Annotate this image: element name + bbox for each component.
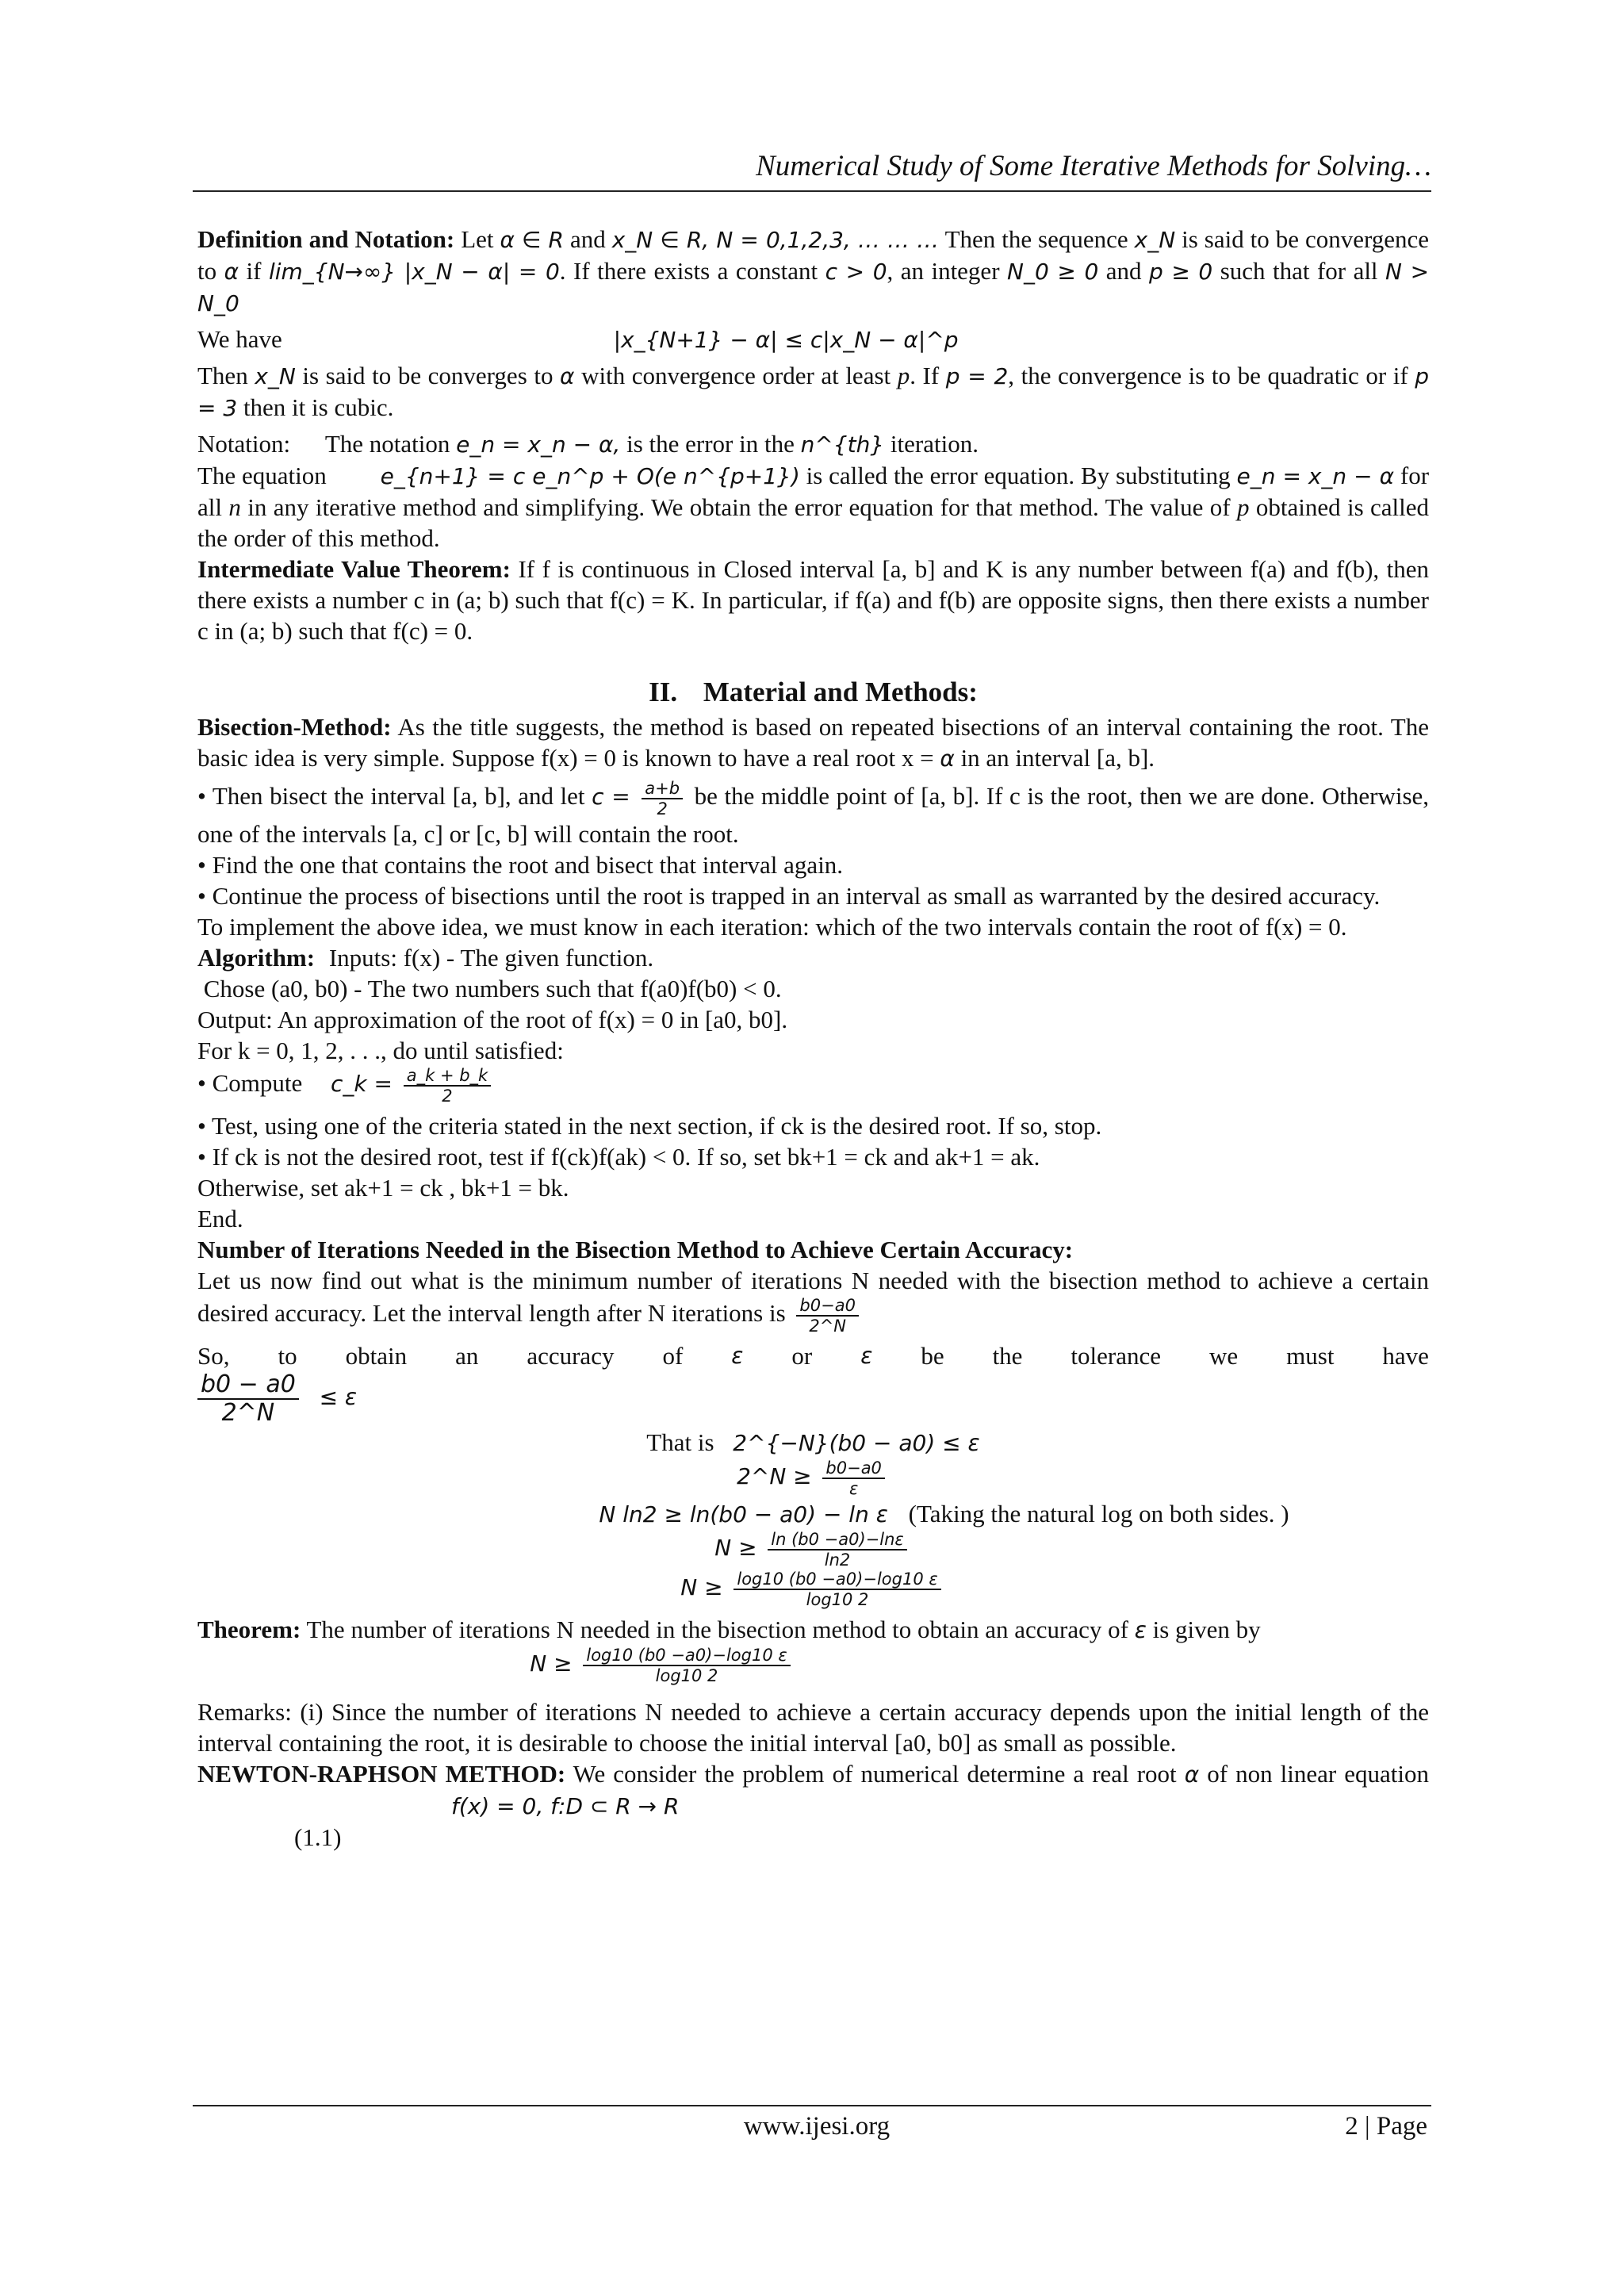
algorithm-chose: Chose (a0, b0) - The two numbers such that f(a0)f(b0) < 0. (203, 975, 782, 1002)
derivation-step-2: 2^N ≥ $\frac{b0-a0}{\varepsilon}$ (197, 1458, 1429, 1498)
bisection-label: Bisection-Method: (197, 713, 392, 741)
newton-paragraph: NEWTON-RAPHSON METHOD: We consider the problem of numerical determine a real root α of non linear equation f(x) = 0, f:D ⊂ R → R (197, 1760, 1430, 1819)
theorem-paragraph: Theorem: The number of iterations N needed in the bisection method to obtain an accuracy of ε is given by (197, 1616, 1261, 1643)
equation-number: (1.1) (294, 1823, 342, 1851)
notation-line: Notation: The notation e_n = x_n − α, is the error in the n^{th} iteration. (197, 430, 979, 458)
iterations-heading: Number of Iterations Needed in the Bisection Method to Achieve Certain Accuracy: (197, 1236, 1074, 1263)
definition-label: Definition and Notation: (197, 225, 455, 253)
tolerance-inequality: $\frac{b0 - a0}{2\^{}N}$ ≤ ε (197, 1371, 1429, 1427)
derivation-step-4: N ≥ $\frac{\ln (b0 -a0)-\ln\varepsilon}{\ln 2}$ (197, 1530, 1429, 1570)
bisection-bullet-3: • Continue the process of bisections until the root is trapped in an interval as small as warranted by the desired accuracy. (197, 882, 1381, 910)
derivation-step-5: N ≥ $\frac{\log 10 (b0 -a0)-\log 10 \varepsilon}{\log 10 2}$ (197, 1570, 1429, 1609)
derivation-block (197, 1427, 1429, 1609)
convergence-inequality: |x_{N+1} − α| ≤ c|x_N − α|^p (613, 327, 959, 353)
algorithm-compute: • Compute c_k = $\frac{a\_k + b\_k}{2}$ (197, 1066, 1429, 1106)
algorithm-otherwise: Otherwise, set ak+1 = ck , bk+1 = bk. (197, 1174, 569, 1202)
bisection-bullet-2: • Find the one that contains the root and bisect that interval again. (197, 851, 844, 879)
error-equation: e_{n+1} = c e_n^p + O(e n^{p+1}) (380, 463, 800, 489)
theorem-label: Theorem: (197, 1616, 301, 1643)
derivation-step-3: N ln2 ≥ ln(b0 − a0) − ln ε (Taking the natural log on both sides. ) (599, 1500, 1289, 1527)
algorithm-end: End. (197, 1205, 243, 1232)
footer-website: www.ijesi.org (743, 2112, 891, 2141)
running-header: Numerical Study of Some Iterative Methods for Solving… (756, 150, 1431, 182)
ivt-label: Intermediate Value Theorem: (197, 555, 511, 583)
derivation-step-1: That is 2^{−N}(b0 − a0) ≤ ε (646, 1428, 980, 1456)
bisection-implement: To implement the above idea, we must know in each iteration: which of the two intervals contain the root of f(x) = 0. (197, 913, 1347, 941)
footer-rule (193, 2105, 1431, 2106)
error-equation-paragraph: The equation e_{n+1} = c e_n^p + O(e n^{p+1}) is called the error equation. By substituting e_n = x_n − α for all n in any iterative method and simplifying. We obtain the error equation for that method. The value of p obtained is called the order of this method. (197, 462, 1430, 552)
bisection-bullet-1: • Then bisect the interval [a, b], and let c = $\frac{a+b}{2}$ be the middle point of [a, b]. If c is the root, then we are done. Otherwise, one of the intervals [a, c] or [c, b] will contain the root. (197, 779, 1430, 848)
algorithm-test: • Test, using one of the criteria stated in the next section, if ck is the desired root. If so, stop. (197, 1112, 1102, 1140)
definition-paragraph: Definition and Notation: Let α ∈ R and x_N ∈ R, N = 0,1,2,3, … … … Then the sequence x_N is said to be convergence to α if lim_{N→∞} |x_N − α| = 0. If there exists a constant c > 0, an integer N_0 ≥ 0 and p ≥ 0 such that for all N > N_0 (197, 225, 1430, 316)
iterations-paragraph: Let us now find out what is the minimum number of iterations N needed with the bisection method to achieve a certain desired accuracy. Let the interval length after N iterations is $\frac{b0-a0}{2\^{}N}$ (197, 1267, 1429, 1336)
algorithm-for: For k = 0, 1, 2, . . ., do until satisfied: (197, 1037, 564, 1064)
ivt-paragraph: Intermediate Value Theorem: If f is continuous in Closed interval [a, b] and K is any number between f(a) and f(b), then there exists a number c in (a; b) such that f(c) = K. In particular, if f(a) and f(b) are opposite signs, then there exists a number c in (a; b) such that f(c) = 0. (197, 555, 1429, 645)
tolerance-line: So, to obtain an accuracy of ε or ε be the tolerance we must have (197, 1342, 1429, 1370)
algorithm-if: • If ck is not the desired root, test if f(ck)f(ak) < 0. If so, set bk+1 = ck and ak+1 = ak. (197, 1143, 1040, 1171)
newton-label: NEWTON-RAPHSON METHOD: (197, 1760, 566, 1788)
ck-fraction: $\frac{a\_k + b\_k}{2}$ (404, 1066, 491, 1106)
header-rule (193, 190, 1431, 192)
algorithm-output: Output: An approximation of the root of f(x) = 0 in [a0, b0]. (197, 1006, 788, 1033)
bisection-paragraph: Bisection-Method: As the title suggests, the method is based on repeated bisections of an interval containing the root. The basic idea is very simple. Suppose f(x) = 0 is known to have a real root x = α in an interval [a, b]. (197, 713, 1429, 772)
page-body (197, 224, 1429, 1853)
interval-length-fraction: $\frac{b0-a0}{2\^{}N}$ (796, 1296, 859, 1336)
we-have-line: We have |x_{N+1} − α| ≤ c|x_N − α|^p (197, 325, 959, 353)
algorithm-inputs: Algorithm: Inputs: f(x) - The given function. (197, 944, 654, 972)
footer-page-number: 2 | Page (1345, 2112, 1427, 2141)
newton-equation: f(x) = 0, f:D ⊂ R → R (451, 1793, 680, 1819)
algorithm-label: Algorithm: (197, 944, 316, 972)
theorem-formula: N ≥ $\frac{\log 10 (b0 -a0)-\log 10 \varepsilon}{\log 10 2}$ (197, 1646, 1429, 1685)
section-heading: II. Material and Methods: (649, 677, 978, 707)
convergence-order-paragraph: Then x_N is said to be converges to α with convergence order at least p. If p = 2, the convergence is to be quadratic or if p = 3 then it is cubic. (197, 362, 1430, 421)
remarks-paragraph: Remarks: (i) Since the number of iterations N needed to achieve a certain accuracy depends upon the initial length of the interval containing the root, it is desirable to choose the initial interval [a0, b0] as small as possible. (197, 1698, 1429, 1757)
midpoint-fraction: $\frac{a+b}{2}$ (642, 779, 683, 818)
